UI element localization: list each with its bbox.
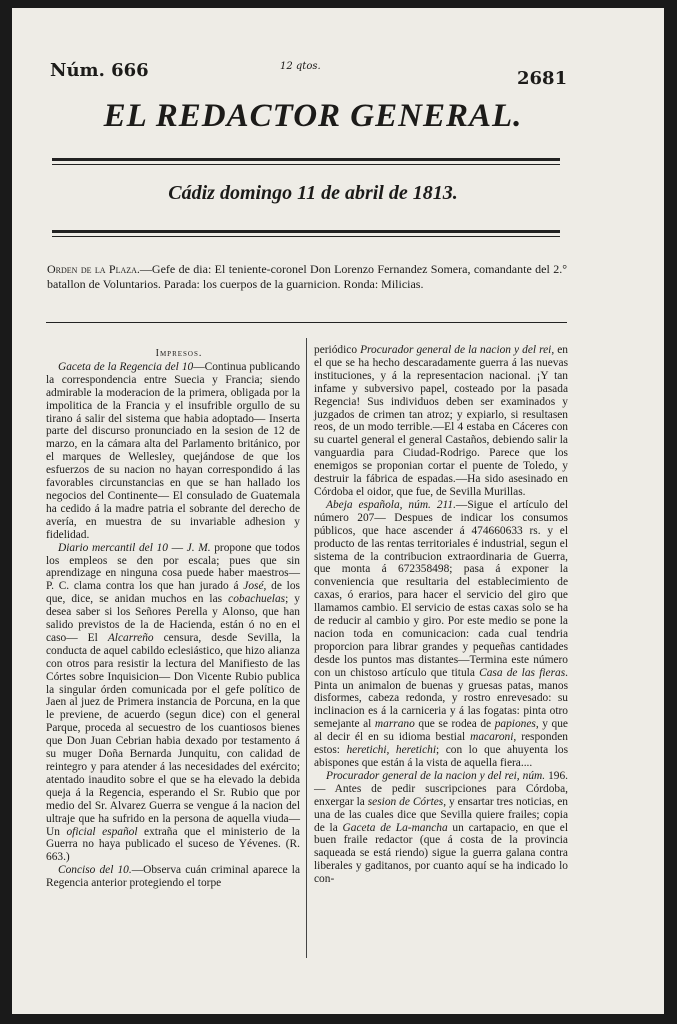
italic-term: cobachuelas	[228, 593, 286, 606]
orden-label: Orden de la Plaza.	[47, 262, 140, 276]
article-body: , de los que, dice, se anidan muchos en las	[46, 580, 300, 606]
section-divider	[46, 322, 567, 323]
article-title: Procurador general de la nacion y del rei, núm.	[326, 769, 546, 782]
article-continued	[314, 344, 568, 499]
article-body: —Sigue el artículo del número 207— Despues de indicar los consumos públicos, que hace ascender á 474660633 rs. y el producto de las rentas territoriales é industrial, segun el sistema de la contribucion extraordinaria de Guerra, que monta á 672358498; pasa á exponer la conveniencia que resultaria del establecimiento de caxas, ó erarios, para hacer el servicio del giro que llamamos cambio. El servicio de estas caxas solo se ha de reducir al cambio y giro. Por este medio se pone la nacion toda en comunicacion: cada cual tendria proporcion para librar grandes y pequeñas cantidades desde los puntos mas distantes—Termina este número con un chistoso artículo que titula	[314, 498, 568, 679]
italic-term: oficial español	[66, 825, 138, 838]
italic-term: heretichi, heretichi	[346, 744, 436, 757]
italic-term: papiones	[494, 718, 536, 731]
orden-de-la-plaza	[47, 262, 567, 292]
article-body: un cartapacio, en que el buen fraile redactor (que á costa de la provincia saqueada se está riendo) sigue la guerra galana contra liberales y gaditanos, por cuanto aquí se ha indicado lo con-	[314, 821, 568, 886]
italic-term: macaroni	[470, 731, 514, 744]
masthead-title: EL REDACTOR GENERAL.	[103, 98, 523, 134]
article-body: . Pinta un animalon de buenas y gruesas patas, manos disformes, cabeza redonda, y rostro enrevesado: su inclinacion es á la carniceria y á las fogatas: pinta otro semejante al	[314, 666, 568, 731]
issue-number: Núm. 666	[50, 60, 149, 81]
article-body: —Continua publicando la correspondencia entre Suecia y Francia; siendo admirable la moderacion de la primera, obligada por la impolitica de la Francia y el insufrible orgullo de su tirano á salir del sistema que habia adoptado— Inserta parte del discurso pronunciado en la sesion de 12 de marzo, en la cámara alta del Parlamento británico, por el marques de Wellesley, quejándose de que los esfuerzos de su nacion no hayan correspondido á las favorables circunstancias en que se han hallado los negocios del Continente— El consulado de Guatemala ha cedido á la madre patria el sobrante del derecho de avería, en muestra de su invariable adhesion y fidelidad.	[46, 360, 300, 541]
article-author: J. M.	[186, 541, 211, 554]
dateline: Cádiz domingo 11 de abril de 1813.	[168, 182, 458, 204]
italic-term: José	[243, 580, 264, 593]
orden-text: —Gefe de dia: El teniente-coronel Don Lorenzo Fernandez Somera, comandante del 2.° batallon de Voluntarios. Parada: los cuerpos de la guarnicion. Ronda: Milicias.	[47, 262, 567, 291]
article-procurador	[314, 770, 568, 886]
article-body: ; con lo que ahuyenta los abispones que están á la vista de aquella fiera....	[314, 744, 568, 769]
page-number: 2681	[517, 68, 568, 89]
article-body: , responden estos:	[314, 731, 569, 757]
article-number: , núm. 211.	[399, 498, 456, 511]
italic-term: marrano	[374, 718, 415, 731]
rule-mid-thin	[52, 236, 560, 237]
italic-term: Casa de las fieras	[479, 666, 566, 679]
article-body: periódico	[314, 344, 361, 356]
article-body: que se rodea de	[414, 718, 495, 731]
article-diario: Diario mercantil del 10 — J. M. propone que todos los empleos se den por escala; pues que sin aprendizage en ninguna cosa puede haber maestros— P. C. clama contra los que han jurado á José, de los que, dice, se anidan muchos en las cobachuelas; y desea saber si los Señores Perella y Alonso, que han salido previstos de la de Hacienda, están ó no en el caso— El Alcarreño censura, desde Sevilla, la conducta de aquel cabildo eclesiástico, que hizo alianza con otros para resistir la lectura del Manifiesto de las Córtes sobre Inquisicion— Don Vicente Rubio publica la singular órden comunicada por el gefe político de Jaen al juez de Primera instancia de Porcuna, en la que le previene, de acuerdo (segun dice) con el general Parque, proceda al secuestro de los cuantiosos bienes que Don Juan Cebrian habia dexado por testamento á su muger Doña Bernarda Junquitu, con calidad de reintegro y para atender á las necesidades del exército; atentado inaudito sobre el que se ha elevado la debida queja á la Regencia, esperando el Sr. Rubio que por medio del Sr. Alvarez Guerra se vengue á la nacion del ultraje que ha sufrido en la persona de aquella viuda—Un oficial español extraña que el ministerio de la Guerra no haya publicado el suceso de Yévenes. (R. 663.)	[46, 541, 300, 864]
article-body: propone que todos los empleos se den por escala; pues que sin aprendizage en ninguna cosa puede haber maestros— P. C. clama contra los que han jurado á	[46, 541, 300, 593]
article-body: , y ensartar tres noticias, en una de las cuales dice que Sevilla quiere frailes; copia de la	[314, 795, 568, 834]
article-body: ; y desea saber si los Señores Perella y Alonso, que han salido previstos de la de Hacienda, están ó no en el caso— El	[46, 593, 300, 644]
article-body: —Observa cuán criminal aparece la Regencia anterior protegiendo el torpe	[46, 864, 300, 890]
italic-term: Procurador general de la nacion y del rei	[360, 344, 552, 356]
article-body: extraña que el ministerio de la Guerra no haya publicado el suceso de Yévenes. (R. 663.)	[46, 825, 300, 864]
newspaper-page	[12, 8, 664, 1014]
section-heading: Impresos.	[155, 348, 203, 359]
article-title: Abeja española	[326, 498, 400, 511]
article-body: , y que al decir él en su idioma bestial	[314, 718, 568, 744]
article-body: censura, desde Sevilla, la conducta de aquel cabildo eclesiástico, que hizo alianza con otros para resistir la lectura del Manifiesto de las Córtes sobre Inquisicion— Don Vicente Rubio publica la singular órden comunicada por el gefe político de Jaen al juez de Primera instancia de Porcuna, en la que le previene, de acuerdo (segun dice) con el general Parque, proceda al secuestro de los cuantiosos bienes que Don Juan Cebrian habia dexado por testamento á su muger Doña Bernarda Junquitu, con calidad de reintegro y para atender á las necesidades del exército; atentado inaudito sobre el que se ha elevado la debida queja á la Regencia, esperando el Sr. Rubio que por medio del Sr. Alvarez Guerra se vengue á la nacion del ultraje que ha sufrido en la persona de aquella viuda—Un	[46, 631, 300, 838]
article-number: 196.	[545, 769, 569, 782]
article-body: , en el que se ha hecho descaradamente guerra á las nuevas instituciones, y á la representacion nacional. ¡Y tan infame y subversivo papel, costeado por la pasada Regencia! Sus individuos deben ser examinados y juzgados de crimen tan atroz; y expiarlo, si resultasen reos, de un modo terrible.—El 4 estaba en Cáceres con su cuartel general el general Castaños, debiendo salir la vanguardia para Ciudad-Rodrigo. Parece que los enemigos se proponian cortar el puente de Toledo, y destruir la fábrica de espadas.—Ha sido asesinado en Córdoba el oidor, que fue, de Sevilla Murillas.	[314, 344, 568, 498]
article-gaceta	[46, 361, 300, 542]
article-conciso	[46, 864, 300, 890]
article-abeja	[314, 499, 568, 770]
article-title: Conciso del 10.	[58, 864, 132, 877]
rule-top-thin	[52, 164, 560, 165]
italic-term: sesion de Córtes	[367, 795, 444, 808]
article-title: Gaceta de la Regencia del 10	[58, 360, 194, 373]
article-body: — Antes de pedir suscripciones para Córdoba, enxergar la	[314, 782, 568, 808]
price-note: 12 qtos.	[280, 61, 321, 72]
column-divider	[306, 338, 307, 958]
italic-term: Alcarreño	[107, 631, 154, 644]
rule-top	[52, 158, 560, 161]
italic-term: Gaceta de La-mancha	[342, 821, 448, 834]
article-title: Diario mercantil del 10	[58, 541, 168, 554]
right-column	[314, 344, 568, 886]
rule-mid	[52, 230, 560, 233]
left-column	[46, 348, 300, 890]
